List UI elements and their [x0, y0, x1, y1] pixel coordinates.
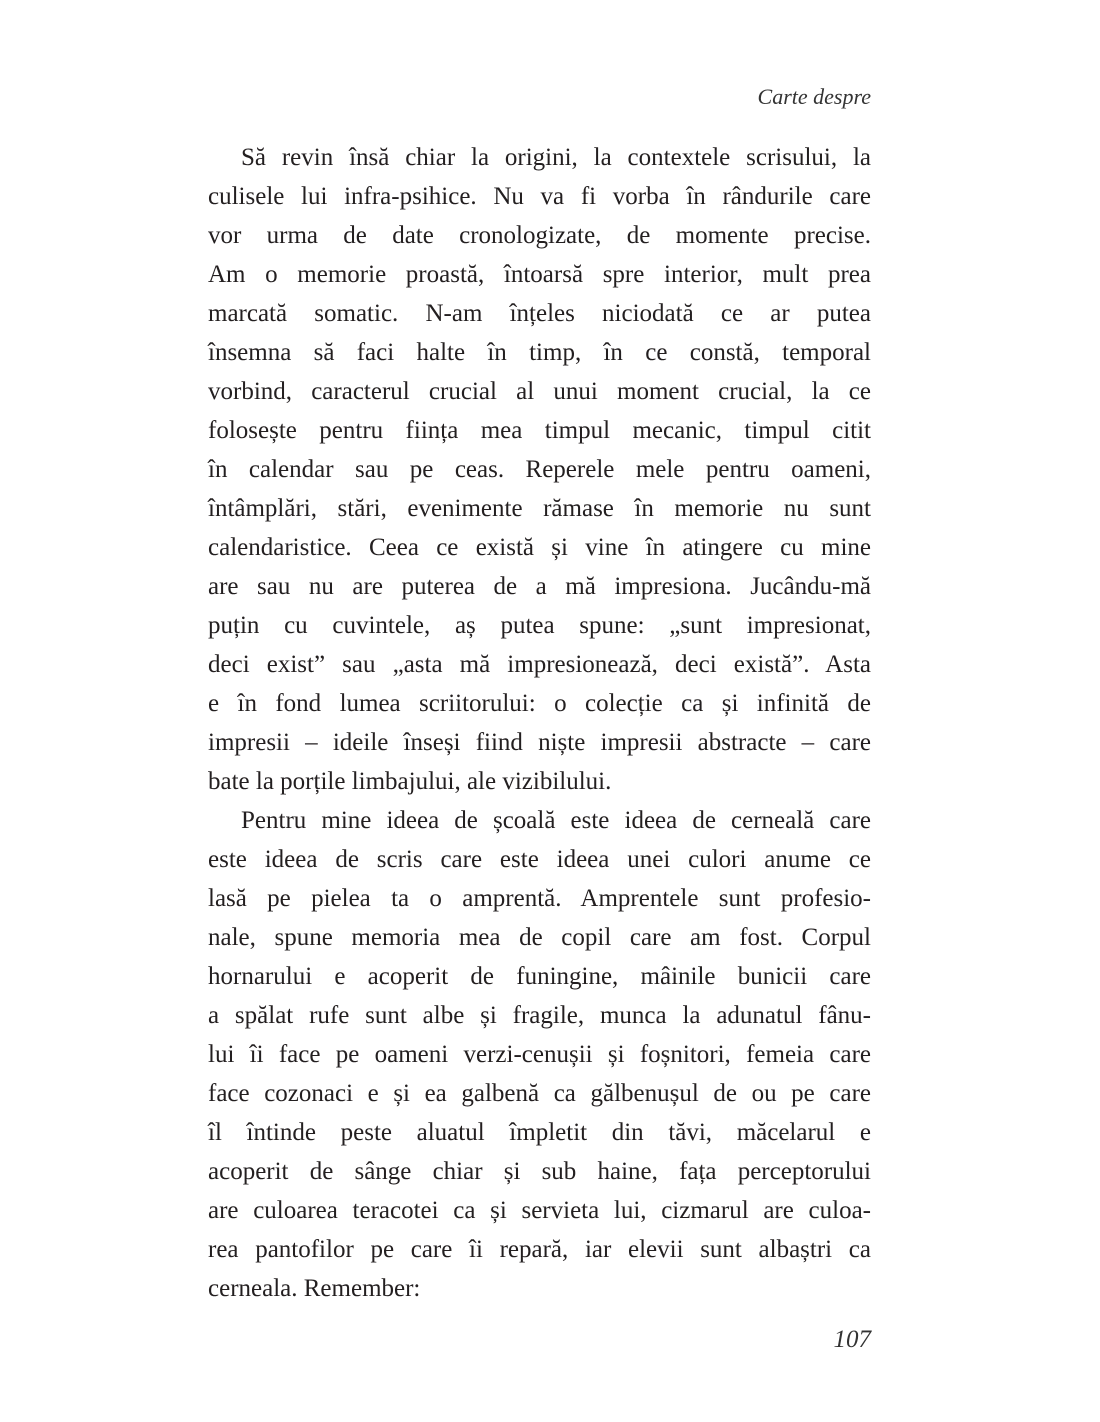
- text-line: deci exist” sau „asta mă impresionează, deci există”. Asta: [208, 651, 871, 678]
- text-line: Să revin însă chiar la origini, la contextele scrisului, la: [241, 144, 871, 171]
- text-line: are culoarea teracotei ca și servieta lui, cizmarul are culoa-: [208, 1197, 871, 1224]
- text-line: cerneala. Remember:: [208, 1275, 421, 1302]
- text-line: nale, spune memoria mea de copil care am fost. Corpul: [208, 924, 871, 951]
- text-line: Am o memorie proastă, întoarsă spre interior, mult prea: [208, 261, 871, 288]
- text-line: rea pantofilor pe care îi repară, iar elevii sunt albaștri ca: [208, 1236, 871, 1263]
- text-line: îl întinde peste aluatul împletit din tăvi, măcelarul e: [208, 1119, 871, 1146]
- paragraph: [208, 138, 871, 801]
- text-line: hornarului e acoperit de funingine, mâinile bunicii care: [208, 963, 871, 990]
- text-line: Pentru mine ideea de școală este ideea de cerneală care: [241, 807, 871, 834]
- text-line: întâmplări, stări, evenimente rămase în memorie nu sunt: [208, 495, 871, 522]
- body-text: [208, 138, 871, 1308]
- running-head-title: Carte despre: [757, 84, 871, 109]
- page-number: 107: [833, 1326, 871, 1353]
- text-line: lasă pe pielea ta o amprentă. Amprentele sunt profesio-: [208, 885, 871, 912]
- text-line: bate la porțile limbajului, ale vizibilului.: [208, 768, 612, 795]
- text-line: marcată somatic. N-am înțeles niciodată ce ar putea: [208, 300, 871, 327]
- text-line: folosește pentru ființa mea timpul mecanic, timpul citit: [208, 417, 871, 444]
- text-line: are sau nu are puterea de a mă impresiona. Jucându-mă: [208, 573, 871, 600]
- text-line: vorbind, caracterul crucial al unui moment crucial, la ce: [208, 378, 871, 405]
- text-line: însemna să faci halte în timp, în ce constă, temporal: [208, 339, 871, 366]
- text-line: puțin cu cuvintele, aș putea spune: „sunt impresionat,: [208, 612, 871, 639]
- text-line: lui îi face pe oameni verzi-cenușii și foșnitori, femeia care: [208, 1041, 871, 1068]
- text-line: este ideea de scris care este ideea unei culori anume ce: [208, 846, 871, 873]
- paragraph: [208, 801, 871, 1308]
- text-line: e în fond lumea scriitorului: o colecție ca și infinită de: [208, 690, 871, 717]
- text-line: calendaristice. Ceea ce există și vine în atingere cu mine: [208, 534, 871, 561]
- text-line: în calendar sau pe ceas. Reperele mele pentru oameni,: [208, 456, 871, 483]
- text-line: acoperit de sânge chiar și sub haine, fața perceptorului: [208, 1158, 871, 1185]
- text-line: a spălat rufe sunt albe și fragile, munca la adunatul fânu-: [208, 1002, 871, 1029]
- text-line: vor urma de date cronologizate, de momente precise.: [208, 222, 871, 249]
- text-line: culisele lui infra-psihice. Nu va fi vorba în rândurile care: [208, 183, 871, 210]
- text-line: impresii – ideile înseși fiind niște impresii abstracte – care: [208, 729, 871, 756]
- text-line: face cozonaci e și ea galbenă ca gălbenușul de ou pe care: [208, 1080, 871, 1107]
